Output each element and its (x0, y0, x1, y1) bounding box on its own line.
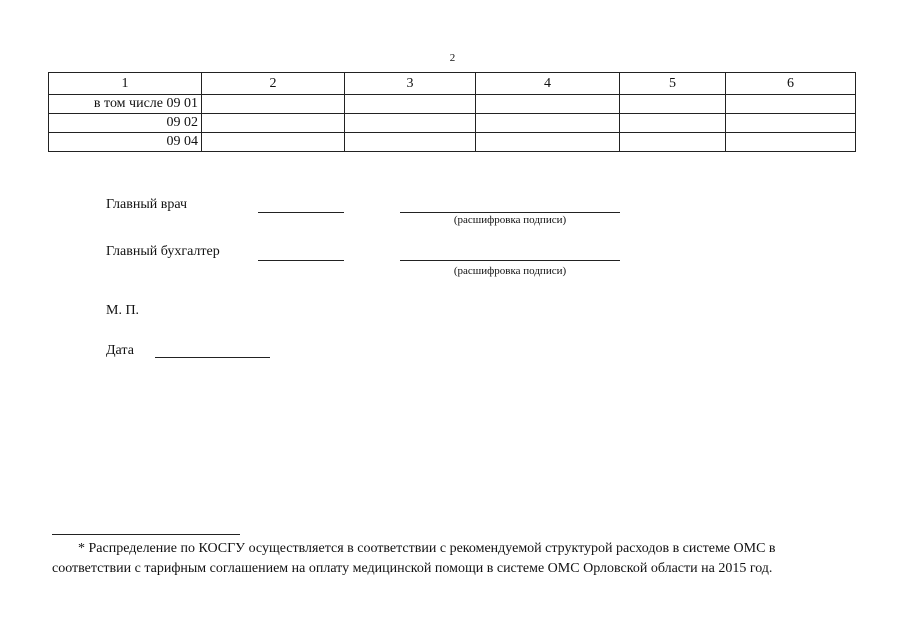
table-row (49, 133, 856, 152)
chief-doctor-name-line (400, 212, 620, 213)
table-cell (202, 114, 345, 133)
table-cell (726, 95, 856, 114)
table-cell (620, 133, 726, 152)
table-cell (345, 114, 476, 133)
footnote (52, 539, 842, 579)
chief-accountant-signature-line (258, 260, 344, 261)
column-header: 2 (202, 73, 345, 95)
table-cell (726, 114, 856, 133)
table-cell (726, 133, 856, 152)
table-row (49, 114, 856, 133)
chief-doctor-label: Главный врач (106, 197, 188, 212)
table-cell (620, 95, 726, 114)
table-cell (345, 95, 476, 114)
column-header: 3 (345, 73, 476, 95)
table-cell (476, 133, 620, 152)
table-cell (620, 114, 726, 133)
table-cell: в том числе 09 01 (49, 95, 202, 114)
footnote-line-2: соответствии с тарифным соглашением на оплату медицинской помощи в системе ОМС Орловской области на 2015 год. (52, 561, 773, 576)
column-header: 4 (476, 73, 620, 95)
table-cell: 09 04 (49, 133, 202, 152)
chief-accountant-label: Главный бухгалтер (106, 244, 220, 259)
table-cell: 09 02 (49, 114, 202, 133)
table-header-row (49, 73, 856, 95)
stamp-place-label: М. П. (106, 303, 140, 318)
chief-doctor-signature-caption: (расшифровка подписи) (453, 214, 567, 226)
table-cell (202, 95, 345, 114)
chief-accountant-signature-caption: (расшифровка подписи) (453, 265, 567, 277)
column-header: 5 (620, 73, 726, 95)
footnote-line-1: * Распределение по КОСГУ осуществляется в соответствии с рекомендуемой структурой расходов в системе ОМС в (78, 541, 776, 556)
table-cell (476, 114, 620, 133)
table-cell (202, 133, 345, 152)
data-table (48, 72, 856, 152)
table-row (49, 95, 856, 114)
table-cell (345, 133, 476, 152)
table-cell (476, 95, 620, 114)
chief-accountant-name-line (400, 260, 620, 261)
column-header: 6 (726, 73, 856, 95)
date-label: Дата (106, 343, 134, 358)
page-number: 2 (449, 52, 456, 64)
footnote-rule (52, 534, 240, 535)
column-header: 1 (49, 73, 202, 95)
chief-doctor-signature-line (258, 212, 344, 213)
date-line (155, 357, 270, 358)
